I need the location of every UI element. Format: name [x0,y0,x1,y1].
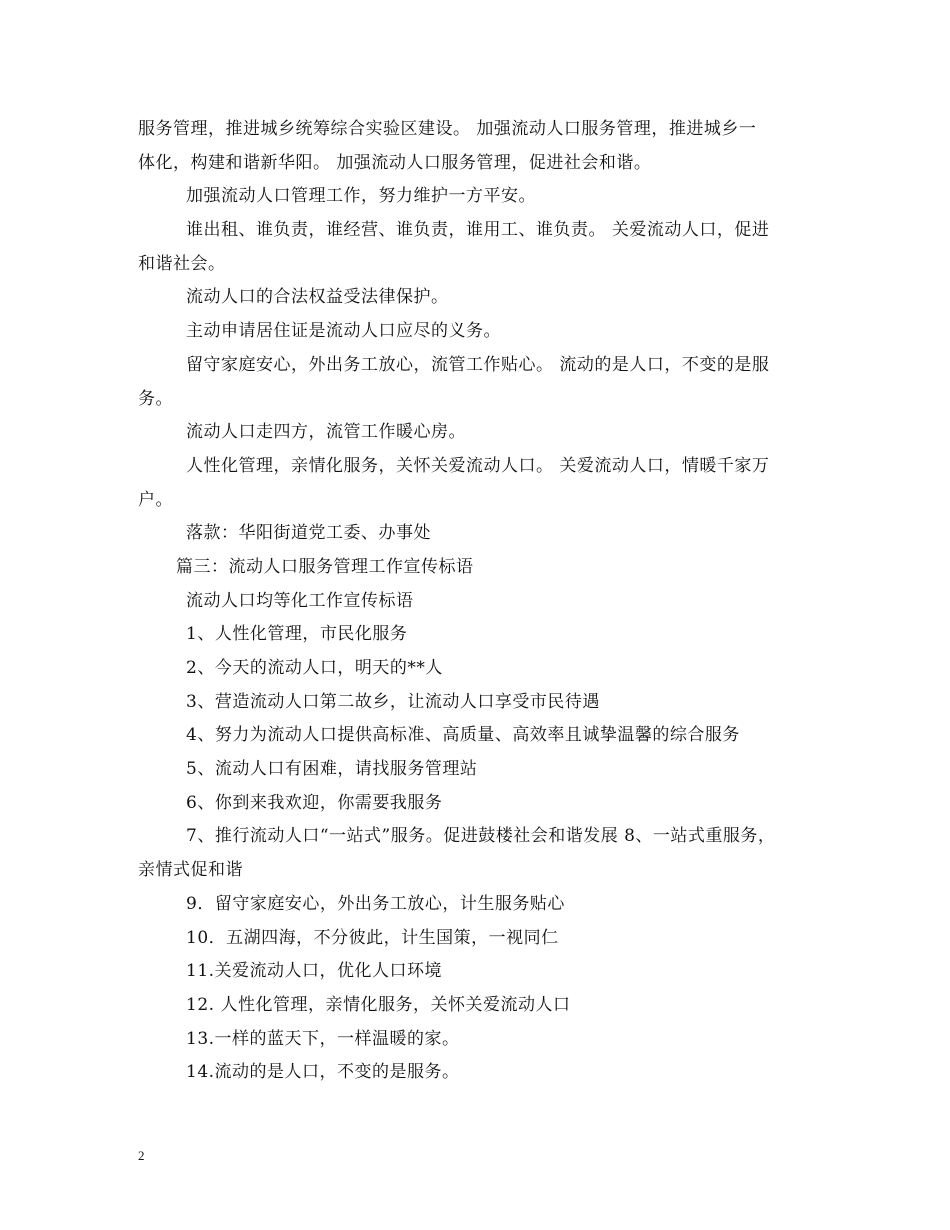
text-line: 落款：华阳街道党工委、办事处 [186,523,431,544]
text-line: 10．五湖四海，不分彼此，计生国策，一视同仁 [186,927,559,948]
text-line: 2、今天的流动人口，明天的**人 [186,658,443,678]
text-line: 亲情式促和谐 [138,860,243,881]
text-line: 人性化管理，亲情化服务，关怀关爱流动人口。 关爱流动人口，情暖千家万 [186,455,770,476]
text-line: 流动人口走四方，流管工作暖心房。 [186,422,466,443]
text-line: 7、推行流动人口“一站式”服务。促进鼓楼社会和谐发展 8、一站式重服务， [186,826,776,847]
text-line: 14.流动的是人口，不变的是服务。 [186,1062,460,1083]
text-line: 主动申请居住证是流动人口应尽的义务。 [186,321,501,342]
text-line: 户。 [138,489,173,510]
text-line: 12. 人性化管理，亲情化服务，关怀关爱流动人口 [186,994,571,1015]
text-line: 体化，构建和谐新华阳。 加强流动人口服务管理，促进社会和谐。 [138,152,652,173]
page-number: 2 [138,1148,145,1163]
text-line: 服务管理，推进城乡统筹综合实验区建设。 加强流动人口服务管理，推进城乡一 [138,119,757,139]
text-line: 加强流动人口管理工作，努力维护一方平安。 [186,186,536,207]
text-line: 谁出租、谁负责，谁经营、谁负责，谁用工、谁负责。 关爱流动人口，促进 [186,220,770,241]
text-line: 9．留守家庭安心，外出务工放心，计生服务贴心 [186,893,565,914]
document-body [138,113,828,1090]
text-line: 留守家庭安心，外出务工放心，流管工作贴心。 流动的是人口，不变的是服 [186,354,770,375]
text-line: 流动人口均等化工作宣传标语 [186,590,414,611]
text-line: 和谐社会。 [138,253,226,274]
text-line: 4、努力为流动人口提供高标准、高质量、高效率且诚挚温馨的综合服务 [186,725,740,746]
text-line: 流动人口的合法权益受法律保护。 [186,287,449,308]
text-line: 6、你到来我欢迎，你需要我服务 [186,792,443,813]
text-line: 1、人性化管理，市民化服务 [186,624,408,645]
text-line: 11.关爱流动人口，优化人口环境 [186,961,443,982]
text-line: 3、营造流动人口第二故乡，让流动人口享受市民待遇 [186,691,600,712]
text-line: 13.一样的蓝天下，一样温暖的家。 [186,1028,460,1049]
text-line: 务。 [138,388,173,409]
text-line: 篇三：流动人口服务管理工作宣传标语 [176,556,474,577]
text-line: 5、流动人口有困难，请找服务管理站 [186,759,478,780]
